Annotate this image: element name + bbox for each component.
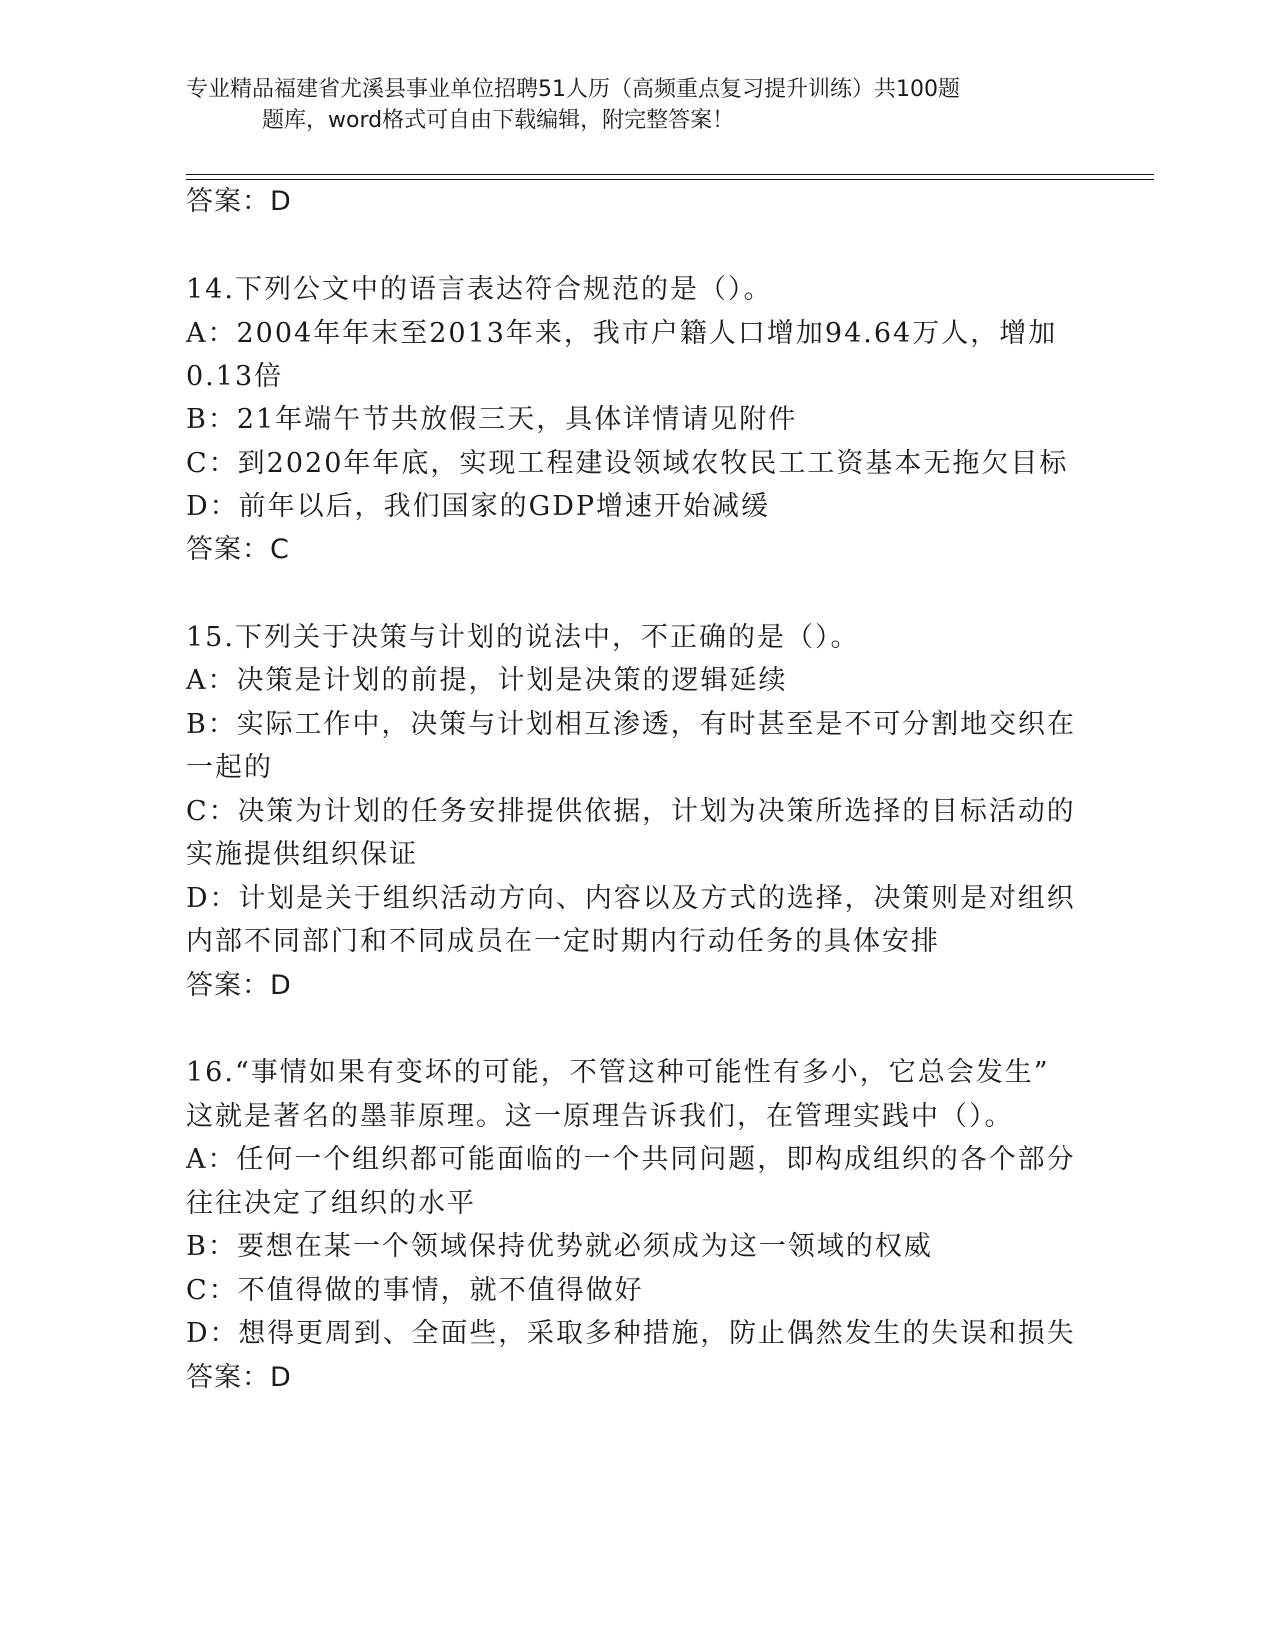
question-16-option-a: A：任何一个组织都可能面临的一个共同问题，即构成组织的各个部分 — [186, 1144, 1076, 1175]
header-rule-bottom — [186, 179, 1154, 180]
question-16-option-a-cont: 往往决定了组织的水平 — [186, 1188, 476, 1219]
question-14-option-d: D：前年以后，我们国家的GDP增速开始减缓 — [186, 491, 771, 522]
question-16-stem-cont: 这就是著名的墨菲原理。这一原理告诉我们，在管理实践中（）。 — [186, 1101, 1014, 1132]
question-14-option-c: C：到2020年年底，实现工程建设领域农牧民工工资基本无拖欠目标 — [186, 448, 1069, 479]
question-15-option-c: C：决策为计划的任务安排提供依据，计划为决策所选择的目标活动的 — [186, 796, 1076, 827]
question-15-option-b: B：实际工作中，决策与计划相互渗透，有时甚至是不可分割地交织在 — [186, 709, 1076, 740]
question-14-option-b: B：21年端午节共放假三天，具体详情请见附件 — [186, 404, 798, 435]
header-rule-top — [186, 174, 1154, 175]
question-14-stem: 14.下列公文中的语言表达符合规范的是（）。 — [186, 274, 773, 305]
question-15-option-b-cont: 一起的 — [186, 752, 273, 783]
question-16-option-c: C：不值得做的事情，就不值得做好 — [186, 1275, 644, 1306]
question-16-stem: 16.“事情如果有变坏的可能，不管这种可能性有多小，它总会发生” — [186, 1057, 1050, 1088]
question-15-option-c-cont: 实施提供组织保证 — [186, 839, 418, 870]
question-15-option-d-cont: 内部不同部门和不同成员在一定时期内行动任务的具体安排 — [186, 926, 940, 957]
question-16-option-d: D：想得更周到、全面些，采取多种措施，防止偶然发生的失误和损失 — [186, 1318, 1076, 1349]
question-14-option-a: A：2004年年末至2013年来，我市户籍人口增加94.64万人，增加 — [186, 318, 1058, 349]
previous-answer: 答案：D — [186, 186, 292, 217]
question-15-stem: 15.下列关于决策与计划的说法中，不正确的是（）。 — [186, 622, 860, 653]
question-15-option-a: A：决策是计划的前提，计划是决策的逻辑延续 — [186, 665, 788, 696]
page-header — [186, 74, 1076, 136]
question-16-answer: 答案：D — [186, 1362, 292, 1393]
question-14-answer: 答案：C — [186, 534, 290, 565]
question-15-answer: 答案：D — [186, 970, 292, 1001]
header-title-line-1: 专业精品福建省尤溪县事业单位招聘51人历（高频重点复习提升训练）共100题 — [186, 77, 960, 102]
header-title-line-2: 题库，word格式可自由下载编辑，附完整答案！ — [262, 108, 735, 133]
question-15-option-d: D：计划是关于组织活动方向、内容以及方式的选择，决策则是对组织 — [186, 883, 1076, 914]
question-16-option-b: B：要想在某一个领域保持优势就必须成为这一领域的权威 — [186, 1231, 933, 1262]
question-14-option-a-cont: 0.13倍 — [186, 361, 284, 392]
